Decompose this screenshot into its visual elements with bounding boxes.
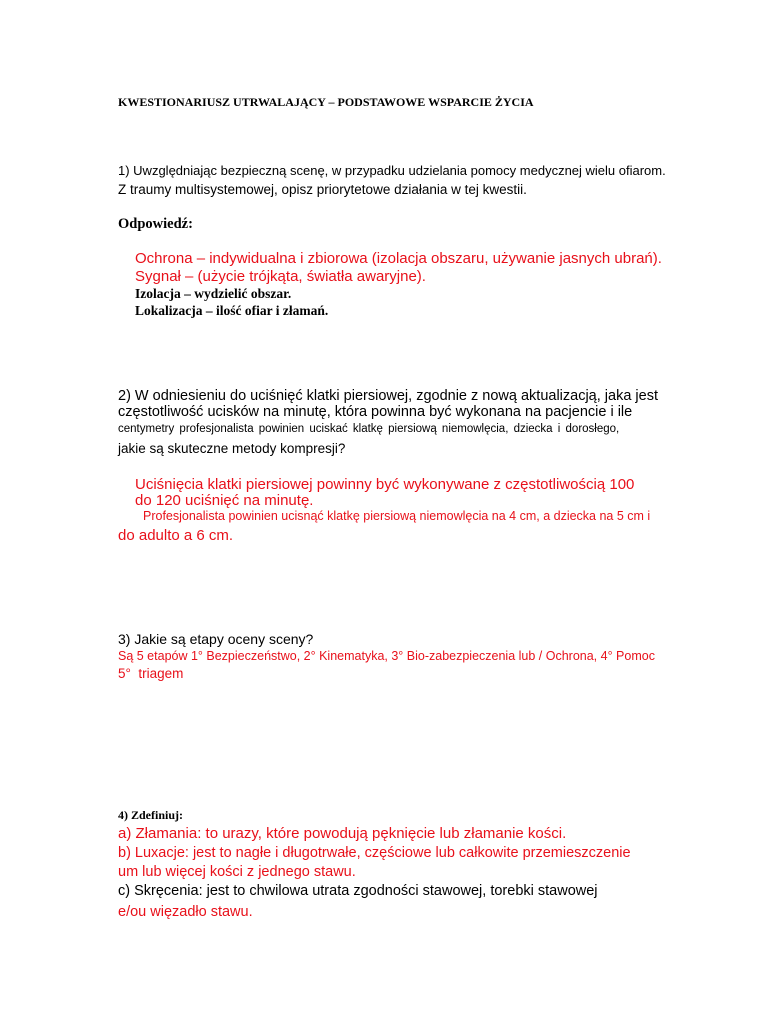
question-4-label: 4) Zdefiniuj: (118, 808, 184, 822)
question-4-answer-line-3: um lub więcej kości z jednego stawu. (118, 864, 356, 880)
question-2-line-2: częstotliwość ucisków na minutę, która powinna być wykonana na pacjencie i ile (118, 404, 633, 420)
question-1-answer-line-2: Sygnał – (użycie trójkąta, światła awaryjne). (135, 268, 426, 285)
question-1-answer-line-3: Izolacja – wydzielić obszar. (135, 286, 292, 301)
question-1-answer-line-4: Lokalizacja – ilość ofiar i złamań. (135, 303, 329, 318)
question-2-line-3: centymetry profesjonalista powinien uciskać klatkę piersiową niemowlęcia, dziecka i dorosłego, (118, 423, 620, 435)
question-1-line-1: 1) Uwzględniając bezpieczną scenę, w przypadku udzielania pomocy medycznej wielu ofiarom. (118, 163, 666, 178)
question-2-answer-line-1: Uciśnięcia klatki piersiowej powinny być wykonywane z częstotliwością 100 (135, 476, 635, 493)
question-2-line-1: 2) W odniesieniu do uciśnięć klatki piersiowej, zgodnie z nową aktualizacją, jaka jest (118, 388, 658, 404)
question-2-answer-line-2: do 120 uciśnięć na minutę. (135, 492, 314, 509)
question-3-line-1: 3) Jakie są etapy oceny sceny? (118, 631, 314, 647)
question-4-answer-line-2: b) Luxacje: jest to nagłe i długotrwałe, częściowe lub całkowite przemieszczenie (118, 845, 631, 861)
question-1-answer-line-1: Ochrona – indywidualna i zbiorowa (izolacja obszaru, używanie jasnych ubrań). (135, 250, 662, 267)
question-4-answer-line-1: a) Złamania: to urazy, które powodują pęknięcie lub złamanie kości. (118, 825, 567, 842)
document-title: KWESTIONARIUSZ UTRWALAJĄCY – PODSTAWOWE WSPARCIE ŻYCIA (118, 95, 534, 109)
question-3-answer-line-2: 5° triagem (118, 666, 184, 681)
question-2-line-4: jakie są skuteczne metody kompresji? (118, 441, 346, 456)
question-2-answer-line-3: Profesjonalista powinien ucisnąć klatkę piersiową niemowlęcia na 4 cm, a dziecka na 5 cm i (143, 509, 651, 523)
question-4-answer-line-4: c) Skręcenia: jest to chwilowa utrata zgodności stawowej, torebki stawowej (118, 883, 598, 899)
question-4-answer-line-5: e/ou więzadło stawu. (118, 904, 253, 920)
question-3-answer-line-1: Są 5 etapów 1° Bezpieczeństwo, 2° Kinematyka, 3° Bio-zabezpieczenia lub / Ochrona, 4° Pomoc (118, 649, 655, 663)
question-2-answer-line-4: do adulto a 6 cm. (118, 527, 234, 544)
question-1-line-2: Z traumy multisystemowej, opisz priorytetowe działania w tej kwestii. (118, 182, 527, 197)
answer-label: Odpowiedź: (118, 216, 193, 232)
